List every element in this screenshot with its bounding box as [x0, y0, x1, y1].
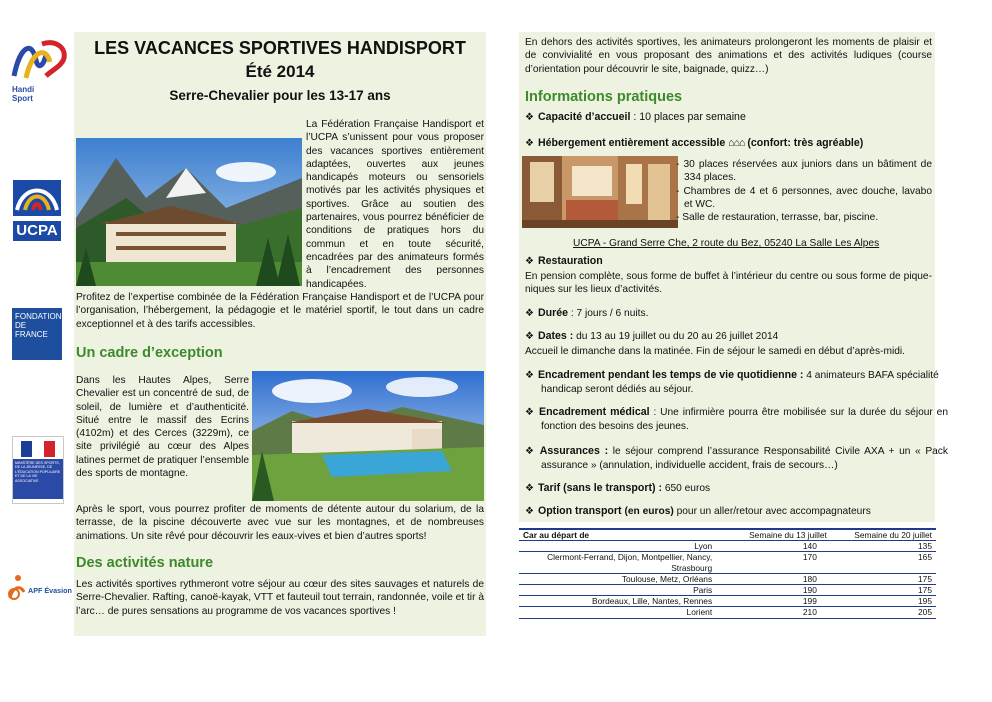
cell-week20: 135 — [918, 541, 932, 552]
diamond-bullet-icon: ❖ — [525, 506, 534, 517]
heading-infos-pratiques: Informations pratiques — [525, 89, 683, 105]
cell-city: Paris — [693, 585, 713, 596]
heb-item-1: - 30 places réservées aux juniors dans un bâtiment de 334 places. — [676, 159, 932, 184]
fondation-de-france-logo — [12, 308, 62, 360]
table-row — [519, 541, 936, 552]
cell-week20: 175 — [918, 573, 932, 584]
ucpa-logo-text: UCPA — [13, 221, 61, 241]
intro-paragraph-1: La Fédération Française Handisport et l’UCPA s’unissent pour vous proposer des vacances sportives entièrement adaptées, ouvertes aux jeunes handicapés moteurs ou sensoriels motivés par les activités physiques et sportives. Grâce au soutien des partenaires, vous pourrez bénéficier de conditions de pratiques hors du commun et en toute sécurité, encadrées par des animateurs formés à l’encadrement des personnes handicapées. — [306, 119, 484, 290]
hebergement-list — [676, 158, 932, 224]
cell-city: Toulouse, Metz, Orléans — [621, 573, 713, 584]
tarif-line: ❖ Tarif (sans le transport) : 650 euros — [525, 482, 711, 494]
diamond-bullet-icon: ❖ — [525, 256, 534, 267]
cell-week13: 210 — [802, 607, 817, 618]
dates-line: ❖ Dates : du 13 au 19 juillet ou du 20 au 26 juillet 2014 — [525, 330, 779, 342]
season-title: Été 2014 — [245, 62, 315, 81]
diamond-bullet-icon: ❖ — [525, 483, 534, 494]
handisport-logo-text: Handi Sport — [12, 85, 35, 103]
transport-table-body — [519, 541, 936, 618]
diamond-bullet-icon: ❖ — [525, 308, 534, 319]
right-intro: En dehors des activités sportives, les animateurs prolongeront les moments de plaisir et de convivialité en vous proposant des animations et des activités ludiques (course d’orientation pour découvrir le site, baignade, quizz…) — [525, 37, 932, 75]
apf-evasion-logo — [6, 574, 72, 604]
room-photo — [522, 156, 678, 228]
transport-table — [519, 528, 936, 619]
page-subtitle: Serre-Chevalier pour les 13-17 ans — [169, 88, 391, 103]
heb-item-2: - Chambres de 4 et 6 personnes, avec douche, lavabo et WC. — [676, 185, 932, 210]
cell-week20: 165 — [918, 552, 932, 563]
table-row — [519, 573, 936, 584]
hebergement-line: ❖ Hébergement entièrement accessible ⌂⌂⌂ (confort: très agréable) — [525, 137, 864, 149]
table-row — [519, 552, 936, 573]
transport-table-wrapper — [519, 528, 936, 619]
cadre-paragraph-1: Dans les Hautes Alpes, Serre Chevalier est un concentré de sud, de soleil, de lumière et d’authenticité. Situé entre le massif des Ecrins (4102m) et des Cerces (3229m), ce site privilégié au cœur des Alpes latines permet de pratiquer l’ensemble des sports de montagne. — [76, 375, 249, 480]
ucpa-logo — [13, 180, 61, 239]
cell-city: Clermont-Ferrand, Dijon, Montpellier, Nancy, Strasbourg — [547, 552, 713, 573]
diamond-bullet-icon: ❖ — [525, 112, 534, 123]
cell-week13: 140 — [802, 541, 817, 552]
cell-city: Bordeaux, Lille, Nantes, Rennes — [592, 596, 713, 607]
diamond-bullet-icon: ❖ — [525, 331, 534, 342]
handisport-logo — [6, 36, 70, 102]
cell-week13: 180 — [802, 573, 817, 584]
cell-week13: 199 — [802, 596, 817, 607]
heading-nature: Des activités nature — [76, 555, 214, 571]
heb-item-3: - Salle de restauration, terrasse, bar, piscine. — [676, 212, 879, 224]
heading-cadre: Un cadre d’exception — [76, 345, 223, 361]
header-city: Car au départ de — [523, 530, 590, 540]
address-line: UCPA - Grand Serre Che, 2 route du Bez, 05240 La Salle Les Alpes — [573, 238, 880, 249]
ministere-logo — [12, 436, 64, 504]
medical-line: ❖ Encadrement médical : Une infirmière pourra être mobilisée sur la durée du séjour en fonction des besoins des jeunes. — [525, 406, 949, 432]
fondation-logo-text: FONDATION DE FRANCE — [15, 312, 62, 339]
comfort-houses-icon: ⌂⌂⌂ — [728, 137, 745, 149]
header-week13: Semaine du 13 juillet — [749, 530, 827, 540]
table-row — [519, 596, 936, 607]
header-week20: Semaine du 20 juillet — [854, 530, 932, 540]
page-title: LES VACANCES SPORTIVES HANDISPORT — [94, 38, 466, 58]
diamond-bullet-icon: ❖ — [525, 370, 534, 381]
cell-week20: 205 — [918, 607, 932, 618]
cell-city: Lyon — [694, 541, 713, 552]
option-transport-line: ❖ Option transport (en euros) pour un aller/retour avec accompagnateurs — [525, 505, 871, 517]
table-row — [519, 607, 936, 618]
cell-week20: 195 — [918, 596, 932, 607]
assurances-line: ❖ Assurances : le séjour comprend l’assurance Responsabilité Civile AXA + un « Pack assurance » (annulation, individuelle accident, frais de secours…) — [525, 445, 948, 471]
cell-week20: 175 — [918, 585, 932, 596]
cell-week13: 170 — [802, 552, 817, 563]
capacite-line: ❖ Capacité d’accueil : 10 places par semaine — [525, 111, 746, 123]
table-row — [519, 585, 936, 596]
restauration-text: En pension complète, sous forme de buffet à l’intérieur du centre ou sous forme de pique-niques sur les lieux d’activités. — [525, 271, 932, 296]
pool-photo — [252, 371, 484, 501]
apf-logo-text: APF Évasion — [28, 586, 72, 595]
nature-paragraph: Les activités sportives rythmeront votre séjour au cœur des sites sauvages et naturels de Serre-Chevalier. Rafting, canoë-kayak, VTT et fauteuil tout terrain, randonnée, voile et tir à l’arc… de pures sensations au programme de vos vacances sportives ! — [76, 579, 484, 617]
diamond-bullet-icon: ❖ — [525, 138, 534, 149]
cadre-paragraph-2: Après le sport, vous pourrez profiter de moments de détente autour du solarium, de la terrasse, de la piscine découverte avec vue sur les montagnes, et de nombreuses animations. Un site rêvé pour découvrir les eaux-vives et bien d’autres sports! — [76, 504, 484, 542]
diamond-bullet-icon: ❖ — [525, 407, 536, 418]
dates-note: Accueil le dimanche dans la matinée. Fin de séjour le samedi en début d’après-midi. — [525, 346, 905, 357]
ministere-logo-text: MINISTÈRE DES SPORTS, DE LA JEUNESSE, DE L'ÉDUCATION POPULAIRE ET DE LA VIE ASSOCIATIVE — [13, 459, 63, 499]
restauration-heading: ❖ Restauration — [525, 255, 603, 267]
diamond-bullet-icon: ❖ — [525, 446, 536, 457]
intro-paragraph-2: Profitez de l’expertise combinée de la Fédération Française Handisport et de l’UCPA pour l’organisation, l’hébergement, la pédagogie et le matériel sportif, le tout dans un cadre exceptionnel et à des tarifs accessibles. — [76, 292, 484, 330]
cell-city: Lorient — [686, 607, 713, 618]
encadrement-line: ❖ Encadrement pendant les temps de vie quotidienne : 4 animateurs BAFA spécialité handicap seront dédiés au séjour. — [525, 369, 939, 395]
cell-week13: 190 — [802, 585, 817, 596]
duree-line: ❖ Durée : 7 jours / 6 nuits. — [525, 307, 649, 319]
